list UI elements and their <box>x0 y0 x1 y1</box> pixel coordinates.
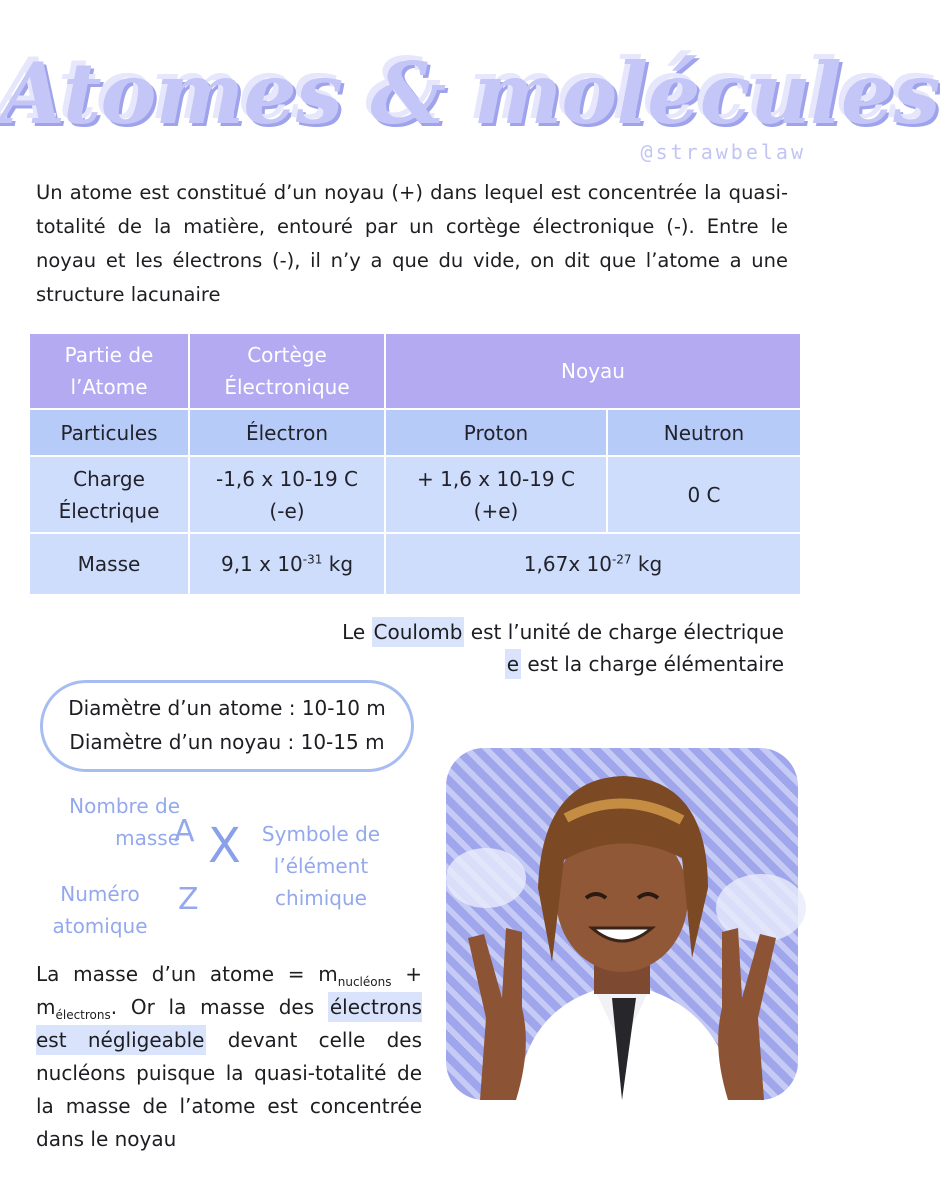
mass-number-label: Nombre de masse <box>69 794 180 850</box>
electron-mass-unit: kg <box>322 552 354 576</box>
proton-charge-value: + 1,6 x 10-19 C <box>417 466 575 491</box>
e-term: e <box>505 649 521 679</box>
author-handle: @strawbelaw <box>640 140 806 164</box>
cell-nucleon-mass <box>385 533 801 595</box>
cell-neutron: Neutron <box>607 409 801 456</box>
mass-paragraph <box>36 958 422 1156</box>
symbol-label: Symbole de l’élément chimique <box>261 822 381 910</box>
header-cell-noyau: Noyau <box>385 333 801 409</box>
character-illustration <box>446 748 798 1100</box>
cell-particules: Particules <box>29 409 189 456</box>
cell-electron-charge <box>189 456 385 533</box>
atom-parts-table <box>28 332 802 596</box>
atom-diameter: Diamètre d’un atome : 10-10 m <box>68 696 386 720</box>
cell-electron: Électron <box>189 409 385 456</box>
mass-text-part: La masse d’un atome = m <box>36 962 338 986</box>
coulomb-prefix: Le <box>342 620 372 644</box>
mass-text-part: + m <box>36 962 422 1019</box>
electron-mass-base: 9,1 x 10 <box>220 552 303 576</box>
atomic-number-label: Numéro atomique <box>52 882 148 938</box>
coulomb-note <box>200 616 784 680</box>
header-cell-part: Partie de l’Atome <box>29 333 189 409</box>
nucleon-mass-base: 1,67x 10 <box>523 552 612 576</box>
table-row <box>29 409 801 456</box>
coulomb-term: Coulomb <box>372 617 465 647</box>
page-title: Atomes & molécules <box>0 44 940 143</box>
cell-proton: Proton <box>385 409 607 456</box>
table-row <box>29 533 801 595</box>
charge-line <box>200 648 784 680</box>
nucleon-mass-exponent: -27 <box>611 552 632 567</box>
mass-text-part: devant celle des nucléons puisque la quasi-totalité de la masse de l’atome est concentrée dans le noyau <box>36 1028 422 1151</box>
cell-charge-label: Charge Électrique <box>29 456 189 533</box>
table-row <box>29 333 801 409</box>
header-cell-cortege: Cortège Électronique <box>189 333 385 409</box>
mass-text-part: . Or la masse des <box>110 995 328 1019</box>
mass-subscript: électrons <box>55 1008 111 1022</box>
nucleus-diameter: Diamètre d’un noyau : 10-15 m <box>69 730 385 754</box>
electron-charge-unit: (-e) <box>269 498 305 523</box>
electron-mass-exponent: -31 <box>302 552 323 567</box>
cell-proton-charge <box>385 456 607 533</box>
mass-subscript: nucléons <box>337 975 392 989</box>
charge-suffix: est la charge élémentaire <box>521 652 784 676</box>
electron-charge-value: -1,6 x 10-19 C <box>215 466 358 491</box>
element-symbol: X <box>208 818 241 874</box>
cell-masse-label: Masse <box>29 533 189 595</box>
diameter-box <box>40 680 414 772</box>
nucleon-mass-unit: kg <box>631 552 663 576</box>
nuclide-notation <box>40 790 420 950</box>
table-row <box>29 456 801 533</box>
cell-electron-mass <box>189 533 385 595</box>
illustration-graphic <box>446 748 798 1100</box>
highlight-negligible: électrons est négligeable <box>36 992 422 1055</box>
mass-number-symbol: A <box>174 814 195 849</box>
cell-neutron-charge: 0 C <box>607 456 801 533</box>
atomic-number-symbol: Z <box>178 882 199 917</box>
proton-charge-unit: (+e) <box>473 498 519 523</box>
coulomb-suffix: est l’unité de charge électrique <box>464 620 784 644</box>
coulomb-line <box>200 616 784 648</box>
intro-paragraph: Un atome est constitué d’un noyau (+) dans lequel est concentrée la quasi-totalité de la matière, entouré par un cortège électronique (-). Entre le noyau et les électrons (-), il n’y a que du vide, on dit que l’atome a une structure lacunaire <box>36 181 788 306</box>
